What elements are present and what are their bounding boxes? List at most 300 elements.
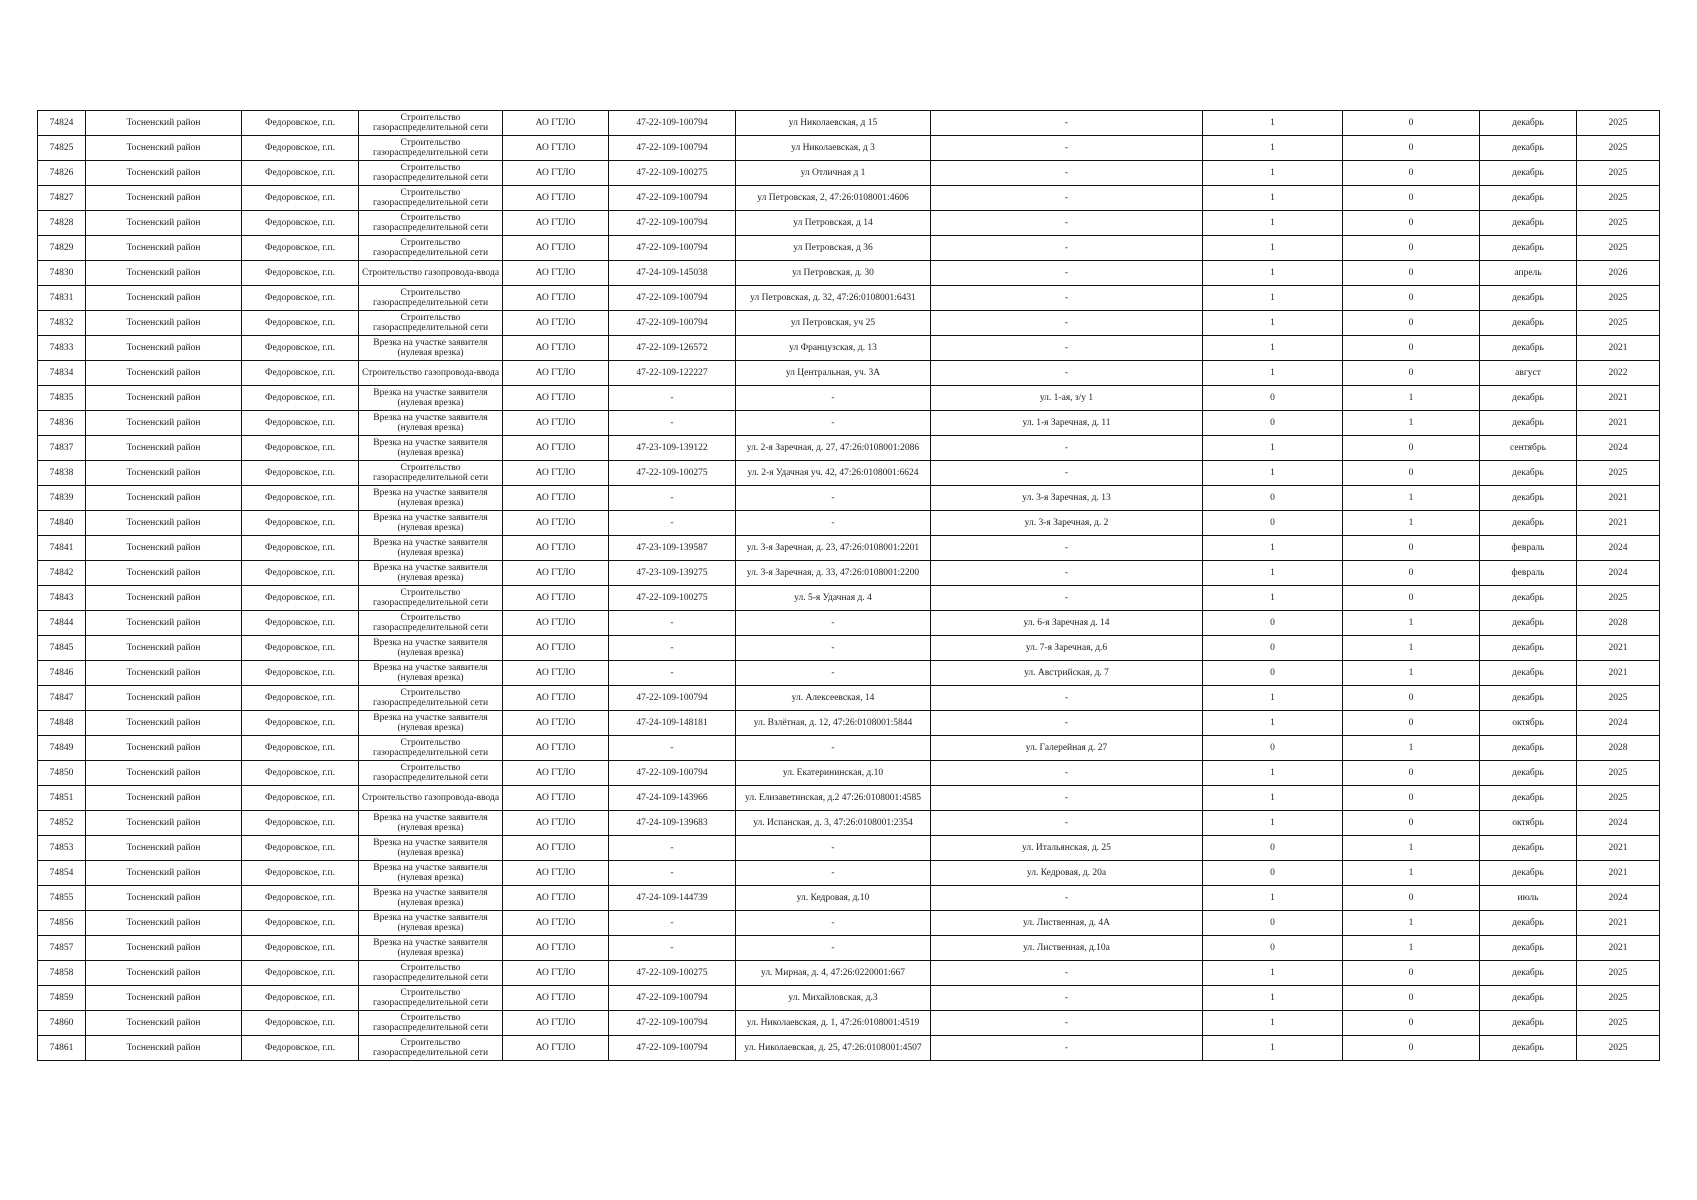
month-cell: декабрь [1480,311,1577,336]
month-cell: октябрь [1480,811,1577,836]
application-code-cell: - [609,736,736,761]
organization-cell: АО ГТЛО [503,511,609,536]
address-cell: ул. Взлётная, д. 12, 47:26:0108001:5844 [736,711,931,736]
count-a-cell: 1 [1203,1036,1343,1061]
address-alt-cell: - [931,236,1203,261]
row-id-cell: 74842 [38,561,86,586]
year-cell: 2024 [1577,811,1660,836]
organization-cell: АО ГТЛО [503,561,609,586]
row-id-cell: 74824 [38,111,86,136]
count-a-cell: 1 [1203,311,1343,336]
year-cell: 2025 [1577,1011,1660,1036]
work-type-cell: Строительство газораспределительной сети [359,111,503,136]
table-row [38,936,1660,961]
settlement-cell: Федоровское, г.п. [242,586,359,611]
settlement-cell: Федоровское, г.п. [242,436,359,461]
row-id-cell: 74836 [38,411,86,436]
count-b-cell: 0 [1343,111,1480,136]
organization-cell: АО ГТЛО [503,836,609,861]
month-cell: декабрь [1480,1036,1577,1061]
organization-cell: АО ГТЛО [503,611,609,636]
application-code-cell: 47-22-109-100794 [609,986,736,1011]
application-code-cell: 47-24-109-143966 [609,786,736,811]
address-alt-cell: - [931,186,1203,211]
table-row [38,811,1660,836]
table-row [38,136,1660,161]
district-cell: Тосненский район [86,911,242,936]
table-row [38,611,1660,636]
settlement-cell: Федоровское, г.п. [242,161,359,186]
row-id-cell: 74840 [38,511,86,536]
organization-cell: АО ГТЛО [503,786,609,811]
work-type-cell: Строительство газораспределительной сети [359,611,503,636]
count-a-cell: 0 [1203,736,1343,761]
row-id-cell: 74861 [38,1036,86,1061]
table-row [38,111,1660,136]
table-row [38,286,1660,311]
table-row [38,886,1660,911]
address-cell: ул Петровская, 2, 47:26:0108001:4606 [736,186,931,211]
count-b-cell: 0 [1343,961,1480,986]
count-b-cell: 0 [1343,186,1480,211]
month-cell: декабрь [1480,636,1577,661]
year-cell: 2025 [1577,186,1660,211]
table-row [38,836,1660,861]
address-cell: ул Петровская, д. 30 [736,261,931,286]
district-cell: Тосненский район [86,411,242,436]
count-a-cell: 0 [1203,636,1343,661]
work-type-cell: Врезка на участке заявителя (нулевая врезка) [359,636,503,661]
count-b-cell: 0 [1343,886,1480,911]
month-cell: июль [1480,886,1577,911]
month-cell: декабрь [1480,761,1577,786]
organization-cell: АО ГТЛО [503,436,609,461]
row-id-cell: 74852 [38,811,86,836]
address-alt-cell: - [931,161,1203,186]
count-b-cell: 0 [1343,786,1480,811]
row-id-cell: 74833 [38,336,86,361]
address-alt-cell: - [931,211,1203,236]
address-alt-cell: - [931,436,1203,461]
application-code-cell: 47-22-109-100794 [609,286,736,311]
count-b-cell: 0 [1343,286,1480,311]
district-cell: Тосненский район [86,261,242,286]
year-cell: 2024 [1577,711,1660,736]
application-code-cell: 47-22-109-122227 [609,361,736,386]
district-cell: Тосненский район [86,311,242,336]
settlement-cell: Федоровское, г.п. [242,911,359,936]
organization-cell: АО ГТЛО [503,161,609,186]
row-id-cell: 74828 [38,211,86,236]
settlement-cell: Федоровское, г.п. [242,761,359,786]
application-code-cell: 47-24-109-139683 [609,811,736,836]
district-cell: Тосненский район [86,986,242,1011]
address-alt-cell: ул. 7-я Заречная, д.6 [931,636,1203,661]
row-id-cell: 74845 [38,636,86,661]
year-cell: 2021 [1577,861,1660,886]
work-type-cell: Строительство газораспределительной сети [359,236,503,261]
application-code-cell: 47-22-109-100794 [609,761,736,786]
year-cell: 2025 [1577,461,1660,486]
application-code-cell: - [609,936,736,961]
settlement-cell: Федоровское, г.п. [242,286,359,311]
row-id-cell: 74844 [38,611,86,636]
table-row [38,236,1660,261]
row-id-cell: 74855 [38,886,86,911]
address-cell: ул Отличная д 1 [736,161,931,186]
table-row [38,211,1660,236]
count-b-cell: 0 [1343,211,1480,236]
address-alt-cell: ул. 3-я Заречная, д. 2 [931,511,1203,536]
district-cell: Тосненский район [86,161,242,186]
row-id-cell: 74835 [38,386,86,411]
year-cell: 2025 [1577,161,1660,186]
district-cell: Тосненский район [86,761,242,786]
month-cell: декабрь [1480,861,1577,886]
count-a-cell: 1 [1203,786,1343,811]
settlement-cell: Федоровское, г.п. [242,136,359,161]
row-id-cell: 74829 [38,236,86,261]
organization-cell: АО ГТЛО [503,586,609,611]
settlement-cell: Федоровское, г.п. [242,611,359,636]
row-id-cell: 74849 [38,736,86,761]
organization-cell: АО ГТЛО [503,986,609,1011]
district-cell: Тосненский район [86,661,242,686]
district-cell: Тосненский район [86,186,242,211]
organization-cell: АО ГТЛО [503,136,609,161]
district-cell: Тосненский район [86,386,242,411]
address-alt-cell: ул. 6-я Заречная д. 14 [931,611,1203,636]
month-cell: декабрь [1480,511,1577,536]
count-a-cell: 1 [1203,761,1343,786]
application-code-cell: 47-24-109-145038 [609,261,736,286]
count-a-cell: 1 [1203,461,1343,486]
count-a-cell: 1 [1203,686,1343,711]
table-row [38,786,1660,811]
count-a-cell: 0 [1203,511,1343,536]
count-a-cell: 0 [1203,386,1343,411]
district-cell: Тосненский район [86,836,242,861]
address-cell: ул Николаевская, д 15 [736,111,931,136]
year-cell: 2021 [1577,661,1660,686]
count-a-cell: 0 [1203,661,1343,686]
address-alt-cell: - [931,111,1203,136]
table-row [38,736,1660,761]
organization-cell: АО ГТЛО [503,236,609,261]
table-row [38,536,1660,561]
work-type-cell: Строительство газопровода-ввода [359,361,503,386]
application-code-cell: 47-22-109-126572 [609,336,736,361]
row-id-cell: 74859 [38,986,86,1011]
month-cell: декабрь [1480,736,1577,761]
settlement-cell: Федоровское, г.п. [242,461,359,486]
work-type-cell: Строительство газораспределительной сети [359,586,503,611]
count-a-cell: 0 [1203,836,1343,861]
gas-connection-table [37,110,1660,1061]
table-body [38,111,1660,1061]
address-alt-cell: - [931,711,1203,736]
district-cell: Тосненский район [86,461,242,486]
address-cell: ул. 2-я Заречная, д. 27, 47:26:0108001:2086 [736,436,931,461]
year-cell: 2025 [1577,111,1660,136]
work-type-cell: Врезка на участке заявителя (нулевая врезка) [359,336,503,361]
row-id-cell: 74826 [38,161,86,186]
count-b-cell: 0 [1343,586,1480,611]
settlement-cell: Федоровское, г.п. [242,661,359,686]
count-b-cell: 0 [1343,336,1480,361]
organization-cell: АО ГТЛО [503,936,609,961]
month-cell: декабрь [1480,611,1577,636]
application-code-cell: 47-22-109-100794 [609,1011,736,1036]
count-a-cell: 1 [1203,136,1343,161]
application-code-cell: 47-22-109-100794 [609,136,736,161]
work-type-cell: Строительство газораспределительной сети [359,1011,503,1036]
address-cell: - [736,736,931,761]
work-type-cell: Строительство газораспределительной сети [359,311,503,336]
address-cell: - [736,511,931,536]
settlement-cell: Федоровское, г.п. [242,536,359,561]
count-b-cell: 0 [1343,361,1480,386]
work-type-cell: Врезка на участке заявителя (нулевая врезка) [359,911,503,936]
count-a-cell: 0 [1203,411,1343,436]
month-cell: декабрь [1480,686,1577,711]
address-alt-cell: - [931,686,1203,711]
address-cell: ул. Мирная, д. 4, 47:26:0220001:667 [736,961,931,986]
district-cell: Тосненский район [86,561,242,586]
address-cell: ул. Кедровая, д.10 [736,886,931,911]
work-type-cell: Строительство газораспределительной сети [359,761,503,786]
district-cell: Тосненский район [86,111,242,136]
work-type-cell: Врезка на участке заявителя (нулевая врезка) [359,436,503,461]
table-row [38,1011,1660,1036]
row-id-cell: 74837 [38,436,86,461]
address-alt-cell: - [931,986,1203,1011]
district-cell: Тосненский район [86,736,242,761]
address-alt-cell: - [931,1036,1203,1061]
count-b-cell: 1 [1343,836,1480,861]
settlement-cell: Федоровское, г.п. [242,236,359,261]
address-cell: - [736,486,931,511]
year-cell: 2025 [1577,786,1660,811]
application-code-cell: 47-22-109-100794 [609,236,736,261]
year-cell: 2021 [1577,336,1660,361]
address-cell: - [736,861,931,886]
row-id-cell: 74832 [38,311,86,336]
count-b-cell: 0 [1343,161,1480,186]
work-type-cell: Строительство газораспределительной сети [359,461,503,486]
address-alt-cell: ул. Лиственная, д.10а [931,936,1203,961]
district-cell: Тосненский район [86,586,242,611]
address-cell: ул Петровская, д 36 [736,236,931,261]
work-type-cell: Строительство газораспределительной сети [359,1036,503,1061]
count-b-cell: 0 [1343,136,1480,161]
settlement-cell: Федоровское, г.п. [242,886,359,911]
count-a-cell: 1 [1203,211,1343,236]
settlement-cell: Федоровское, г.п. [242,961,359,986]
address-alt-cell: - [931,311,1203,336]
organization-cell: АО ГТЛО [503,386,609,411]
count-a-cell: 1 [1203,236,1343,261]
application-code-cell: - [609,411,736,436]
address-alt-cell: - [931,261,1203,286]
district-cell: Тосненский район [86,136,242,161]
address-cell: - [736,411,931,436]
count-a-cell: 1 [1203,886,1343,911]
application-code-cell: 47-24-109-148181 [609,711,736,736]
district-cell: Тосненский район [86,211,242,236]
table-row [38,661,1660,686]
settlement-cell: Федоровское, г.п. [242,261,359,286]
application-code-cell: - [609,486,736,511]
row-id-cell: 74853 [38,836,86,861]
count-b-cell: 0 [1343,1036,1480,1061]
organization-cell: АО ГТЛО [503,361,609,386]
district-cell: Тосненский район [86,486,242,511]
organization-cell: АО ГТЛО [503,911,609,936]
organization-cell: АО ГТЛО [503,661,609,686]
application-code-cell: 47-22-109-100794 [609,311,736,336]
application-code-cell: 47-23-109-139587 [609,536,736,561]
district-cell: Тосненский район [86,636,242,661]
organization-cell: АО ГТЛО [503,411,609,436]
work-type-cell: Строительство газораспределительной сети [359,211,503,236]
year-cell: 2028 [1577,611,1660,636]
count-a-cell: 1 [1203,986,1343,1011]
row-id-cell: 74846 [38,661,86,686]
count-a-cell: 0 [1203,486,1343,511]
table-row [38,961,1660,986]
count-a-cell: 1 [1203,561,1343,586]
count-a-cell: 1 [1203,961,1343,986]
count-b-cell: 0 [1343,686,1480,711]
district-cell: Тосненский район [86,536,242,561]
address-cell: - [736,636,931,661]
count-a-cell: 1 [1203,336,1343,361]
work-type-cell: Строительство газораспределительной сети [359,961,503,986]
settlement-cell: Федоровское, г.п. [242,786,359,811]
application-code-cell: - [609,861,736,886]
count-b-cell: 0 [1343,1011,1480,1036]
year-cell: 2021 [1577,511,1660,536]
count-a-cell: 0 [1203,861,1343,886]
address-cell: - [736,836,931,861]
address-alt-cell: - [931,1011,1203,1036]
application-code-cell: 47-22-109-100275 [609,161,736,186]
work-type-cell: Врезка на участке заявителя (нулевая врезка) [359,936,503,961]
district-cell: Тосненский район [86,961,242,986]
organization-cell: АО ГТЛО [503,311,609,336]
address-alt-cell: - [931,136,1203,161]
work-type-cell: Врезка на участке заявителя (нулевая врезка) [359,861,503,886]
address-alt-cell: ул. Кедровая, д. 20а [931,861,1203,886]
table-row [38,311,1660,336]
year-cell: 2025 [1577,961,1660,986]
count-b-cell: 0 [1343,436,1480,461]
table-row [38,436,1660,461]
year-cell: 2021 [1577,411,1660,436]
application-code-cell: - [609,636,736,661]
organization-cell: АО ГТЛО [503,461,609,486]
year-cell: 2025 [1577,136,1660,161]
work-type-cell: Строительство газораспределительной сети [359,186,503,211]
count-b-cell: 1 [1343,486,1480,511]
count-a-cell: 0 [1203,936,1343,961]
work-type-cell: Врезка на участке заявителя (нулевая врезка) [359,561,503,586]
work-type-cell: Строительство газораспределительной сети [359,986,503,1011]
table-row [38,261,1660,286]
year-cell: 2025 [1577,211,1660,236]
organization-cell: АО ГТЛО [503,811,609,836]
row-id-cell: 74858 [38,961,86,986]
application-code-cell: - [609,661,736,686]
organization-cell: АО ГТЛО [503,736,609,761]
table-row [38,561,1660,586]
address-cell: ул Центральная, уч. 3А [736,361,931,386]
work-type-cell: Врезка на участке заявителя (нулевая врезка) [359,886,503,911]
address-cell: ул. Испанская, д. 3, 47:26:0108001:2354 [736,811,931,836]
month-cell: сентябрь [1480,436,1577,461]
address-alt-cell: - [931,361,1203,386]
month-cell: декабрь [1480,236,1577,261]
row-id-cell: 74839 [38,486,86,511]
organization-cell: АО ГТЛО [503,486,609,511]
district-cell: Тосненский район [86,786,242,811]
district-cell: Тосненский район [86,286,242,311]
work-type-cell: Врезка на участке заявителя (нулевая врезка) [359,536,503,561]
work-type-cell: Врезка на участке заявителя (нулевая врезка) [359,486,503,511]
year-cell: 2025 [1577,236,1660,261]
address-alt-cell: - [931,286,1203,311]
application-code-cell: 47-24-109-144739 [609,886,736,911]
year-cell: 2028 [1577,736,1660,761]
settlement-cell: Федоровское, г.п. [242,511,359,536]
table-row [38,461,1660,486]
work-type-cell: Строительство газопровода-ввода [359,786,503,811]
address-cell: ул. Елизаветинская, д.2 47:26:0108001:4585 [736,786,931,811]
row-id-cell: 74825 [38,136,86,161]
address-cell: ул. 3-я Заречная, д. 23, 47:26:0108001:2201 [736,536,931,561]
application-code-cell: 47-22-109-100794 [609,686,736,711]
month-cell: декабрь [1480,486,1577,511]
work-type-cell: Строительство газораспределительной сети [359,136,503,161]
address-alt-cell: ул. 1-ая, з/у 1 [931,386,1203,411]
month-cell: декабрь [1480,836,1577,861]
settlement-cell: Федоровское, г.п. [242,186,359,211]
table-row [38,711,1660,736]
district-cell: Тосненский район [86,686,242,711]
address-alt-cell: - [931,811,1203,836]
month-cell: декабрь [1480,336,1577,361]
organization-cell: АО ГТЛО [503,861,609,886]
count-b-cell: 0 [1343,311,1480,336]
settlement-cell: Федоровское, г.п. [242,686,359,711]
year-cell: 2024 [1577,561,1660,586]
year-cell: 2025 [1577,686,1660,711]
table-row [38,586,1660,611]
year-cell: 2022 [1577,361,1660,386]
year-cell: 2025 [1577,1036,1660,1061]
address-alt-cell: ул. Лиственная, д. 4А [931,911,1203,936]
row-id-cell: 74856 [38,911,86,936]
application-code-cell: 47-22-109-100275 [609,961,736,986]
address-alt-cell: - [931,461,1203,486]
count-b-cell: 1 [1343,661,1480,686]
month-cell: декабрь [1480,461,1577,486]
settlement-cell: Федоровское, г.п. [242,561,359,586]
organization-cell: АО ГТЛО [503,1036,609,1061]
year-cell: 2021 [1577,836,1660,861]
application-code-cell: 47-22-109-100275 [609,586,736,611]
